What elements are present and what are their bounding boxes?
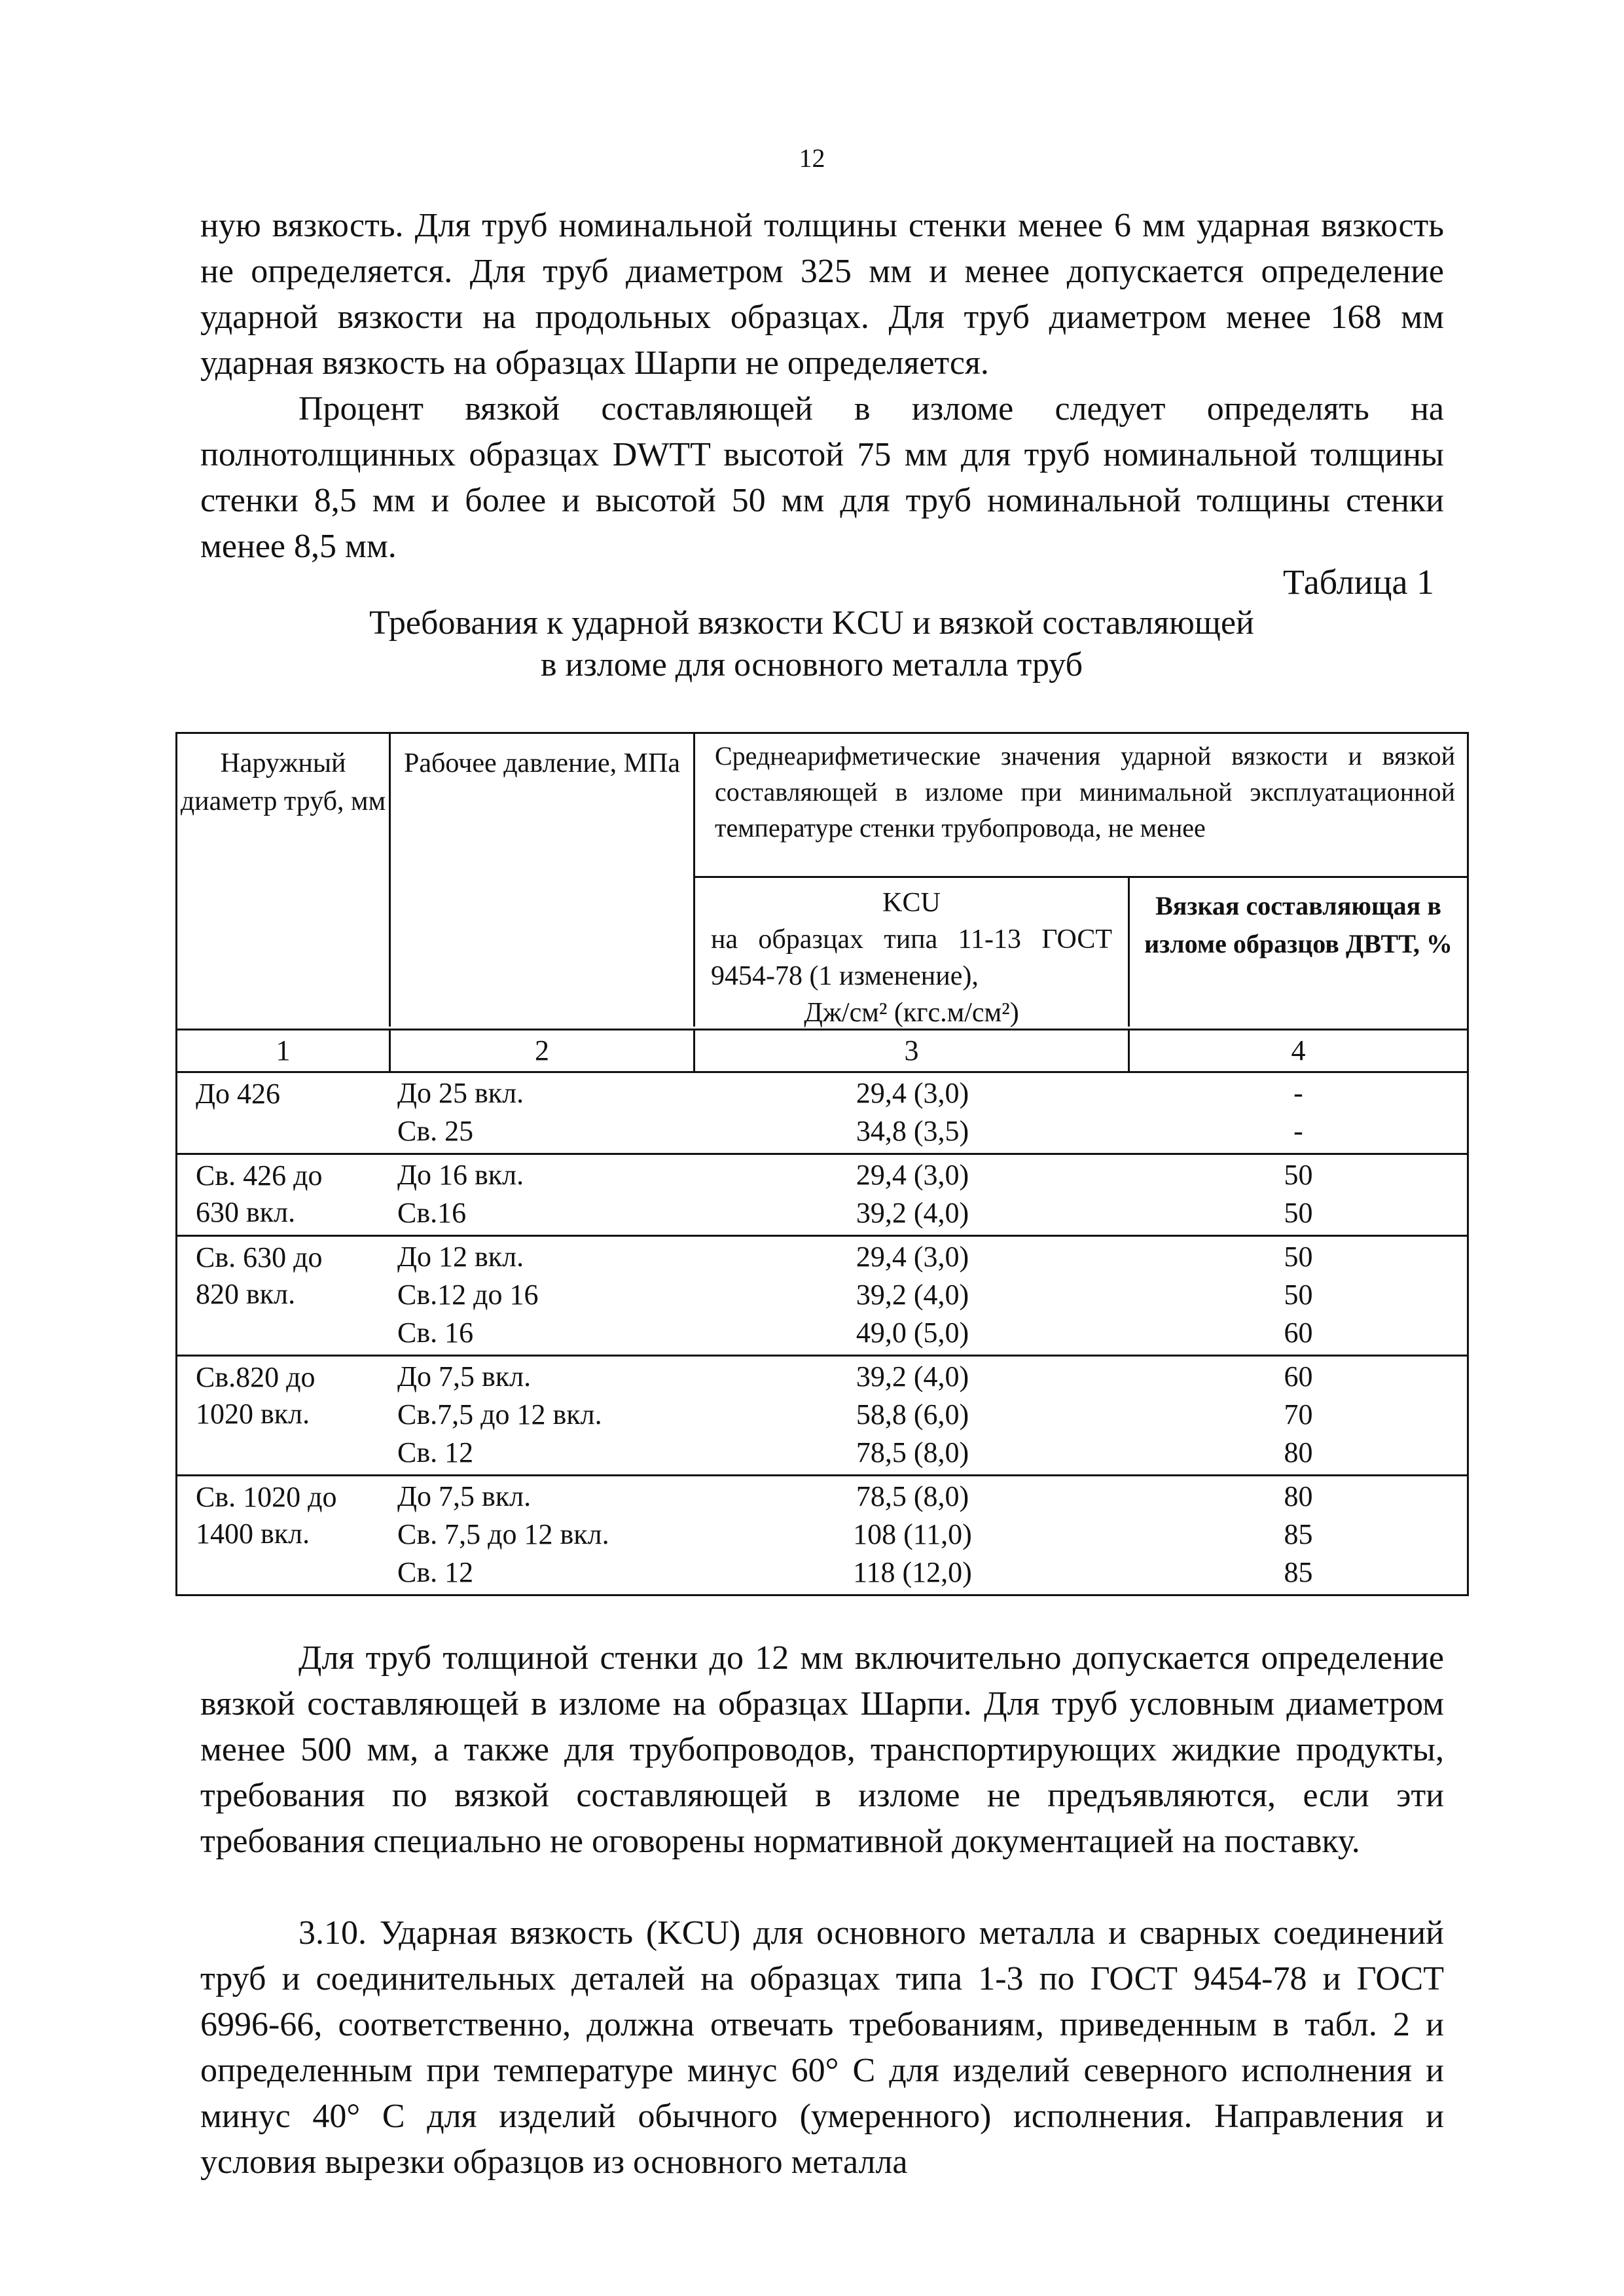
diameter-line: 1400 вкл. bbox=[196, 1518, 310, 1550]
column-number: 3 bbox=[695, 1030, 1130, 1071]
kcu-cell: 39,2 (4,0) bbox=[856, 1360, 969, 1393]
pressure-cell: Св. 12 bbox=[397, 1436, 474, 1468]
kcu-cell: 49,0 (5,0) bbox=[856, 1317, 969, 1349]
table-row bbox=[177, 1314, 1467, 1352]
pressure-cell: Св. 16 bbox=[397, 1317, 474, 1349]
diameter-line: До 426 bbox=[196, 1078, 281, 1110]
pressure-cell: До 12 вкл. bbox=[397, 1241, 524, 1273]
table-row-group bbox=[177, 1237, 1467, 1357]
header-kcu-title: KCU bbox=[882, 888, 941, 918]
table-row bbox=[177, 1074, 1467, 1112]
viscous-cell: 70 bbox=[1284, 1398, 1313, 1430]
kcu-cell: 58,8 (6,0) bbox=[856, 1398, 969, 1430]
viscous-cell: 50 bbox=[1284, 1159, 1313, 1191]
column-number: 4 bbox=[1291, 1034, 1306, 1066]
header-kcu-units: Дж/см² (кгс.м/см²) bbox=[804, 998, 1019, 1028]
kcu-cell: 39,2 (4,0) bbox=[856, 1279, 969, 1311]
header-mean-values: Среднеарифметические значения ударной вязкости и вязкой составляющей в изломе при минимальной эксплуатационной температуре стенки трубопровода, не менее bbox=[695, 734, 1467, 878]
pressure-cell: Св.7,5 до 12 вкл. bbox=[397, 1398, 602, 1430]
header-kcu-specimen: на образцах типа 11-13 ГОСТ 9454-78 (1 изменение), bbox=[711, 924, 1112, 991]
kcu-cell: 29,4 (3,0) bbox=[856, 1077, 969, 1109]
column-number: 1 bbox=[177, 1030, 391, 1071]
intro-paragraph-1: ную вязкость. Для труб номинальной толщины стенки менее 6 мм ударная вязкость не определяется. Для труб диаметром 325 мм и менее допускается определение ударной вязкости на продольных образцах. Для труб диаметром менее 168 мм ударная вязкость на образцах Шарпи не определяется. bbox=[200, 207, 1444, 382]
page-number: 12 bbox=[799, 143, 825, 173]
table-row-group bbox=[177, 1073, 1467, 1155]
after-paragraph-1: Для труб толщиной стенки до 12 мм включительно допускается определение вязкой составляющей в изломе на образцах Шарпи. Для труб условным диаметром менее 500 мм, а также для трубопроводов, транспортирующих жидкие продукты, требования по вязкой составляющей в изломе не предъявляются, если эти требования специально не оговорены нормативной документацией на поставку. bbox=[200, 1639, 1444, 1860]
header-outer-diameter: Наружный диаметр труб, мм bbox=[177, 734, 391, 1027]
table-row bbox=[177, 1554, 1467, 1592]
table-row bbox=[177, 1358, 1467, 1396]
pressure-cell: Св.12 до 16 bbox=[397, 1279, 539, 1311]
header-kcu bbox=[695, 878, 1130, 1027]
viscous-cell: 85 bbox=[1284, 1518, 1313, 1550]
table-row-group bbox=[177, 1476, 1467, 1594]
table-caption bbox=[190, 602, 1434, 686]
table-header bbox=[177, 734, 1467, 1030]
kcu-cell: 78,5 (8,0) bbox=[856, 1436, 969, 1468]
diameter-line: Св.820 до bbox=[196, 1361, 316, 1393]
pressure-cell: До 7,5 вкл. bbox=[397, 1360, 532, 1393]
viscous-cell: 50 bbox=[1284, 1279, 1313, 1311]
table-row-group bbox=[177, 1357, 1467, 1476]
table-row bbox=[177, 1112, 1467, 1150]
after-paragraph-2: 3.10. Ударная вязкость (KCU) для основного металла и сварных соединений труб и соединительных деталей на образцах типа 1-3 по ГОСТ 9454-78 и ГОСТ 6996-66, соответственно, должна отвечать требованиям, приведенным в табл. 2 и определенным при температуре минус 60° С для изделий северного исполнения и минус 40° С для изделий обычного (умеренного) исполнения. Направления и условия вырезки образцов из основного металла bbox=[200, 1914, 1444, 2181]
diameter-line: 630 вкл. bbox=[196, 1196, 296, 1228]
viscous-cell: 80 bbox=[1284, 1480, 1313, 1512]
pressure-cell: Св. 12 bbox=[397, 1556, 474, 1588]
diameter-line: Св. 1020 до bbox=[196, 1481, 337, 1513]
header-viscous-component: Вязкая составляющая в изломе образцов ДВТТ, % bbox=[1144, 891, 1453, 958]
pressure-cell: Св. 7,5 до 12 вкл. bbox=[397, 1518, 609, 1550]
table-row bbox=[177, 1238, 1467, 1276]
pressure-cell: До 25 вкл. bbox=[397, 1077, 524, 1109]
diameter-line: 820 вкл. bbox=[196, 1278, 296, 1310]
viscous-cell: 50 bbox=[1284, 1197, 1313, 1229]
kcu-cell: 78,5 (8,0) bbox=[856, 1480, 969, 1512]
kcu-cell: 39,2 (4,0) bbox=[856, 1197, 969, 1229]
viscous-cell: 80 bbox=[1284, 1436, 1313, 1468]
diameter-line: Св. 426 до bbox=[196, 1159, 323, 1192]
diameter-line: Св. 630 до bbox=[196, 1241, 323, 1273]
diameter-line: 1020 вкл. bbox=[196, 1398, 310, 1430]
viscous-cell: - bbox=[1293, 1077, 1303, 1109]
viscous-cell: - bbox=[1293, 1115, 1303, 1147]
pressure-cell: До 16 вкл. bbox=[397, 1159, 524, 1191]
pressure-cell: Св.16 bbox=[397, 1197, 467, 1229]
header-working-pressure: Рабочее давление, МПа bbox=[391, 734, 695, 1027]
table-row bbox=[177, 1276, 1467, 1314]
viscous-cell: 60 bbox=[1284, 1317, 1313, 1349]
kcu-cell: 29,4 (3,0) bbox=[856, 1159, 969, 1191]
table-row bbox=[177, 1478, 1467, 1516]
table-row bbox=[177, 1156, 1467, 1194]
table-row bbox=[177, 1396, 1467, 1434]
column-number: 2 bbox=[391, 1030, 695, 1071]
viscous-cell: 85 bbox=[1284, 1556, 1313, 1588]
table-row-group bbox=[177, 1155, 1467, 1237]
viscous-cell: 60 bbox=[1284, 1360, 1313, 1393]
requirements-table bbox=[175, 732, 1469, 1596]
kcu-cell: 108 (11,0) bbox=[853, 1518, 972, 1550]
table-row bbox=[177, 1516, 1467, 1554]
table-row bbox=[177, 1194, 1467, 1232]
column-number-row bbox=[177, 1030, 1467, 1073]
intro-paragraph-2: Процент вязкой составляющей в изломе следует определять на полнотолщинных образцах DWTT высотой 75 мм для труб номинальной толщины стенки 8,5 мм и более и высотой 50 мм для труб номинальной толщины стенки менее 8,5 мм. bbox=[200, 390, 1444, 565]
table-label: Таблица 1 bbox=[1283, 562, 1434, 602]
table-row bbox=[177, 1434, 1467, 1472]
kcu-cell: 29,4 (3,0) bbox=[856, 1241, 969, 1273]
viscous-cell: 50 bbox=[1284, 1241, 1313, 1273]
pressure-cell: Св. 25 bbox=[397, 1115, 474, 1147]
kcu-cell: 34,8 (3,5) bbox=[856, 1115, 969, 1147]
pressure-cell: До 7,5 вкл. bbox=[397, 1480, 532, 1512]
table-caption-line-2: в изломе для основного металла труб bbox=[540, 646, 1083, 683]
table-caption-line-1: Требования к ударной вязкости KCU и вязкой составляющей bbox=[369, 604, 1254, 642]
table-body bbox=[177, 1073, 1467, 1594]
kcu-cell: 118 (12,0) bbox=[853, 1556, 972, 1588]
